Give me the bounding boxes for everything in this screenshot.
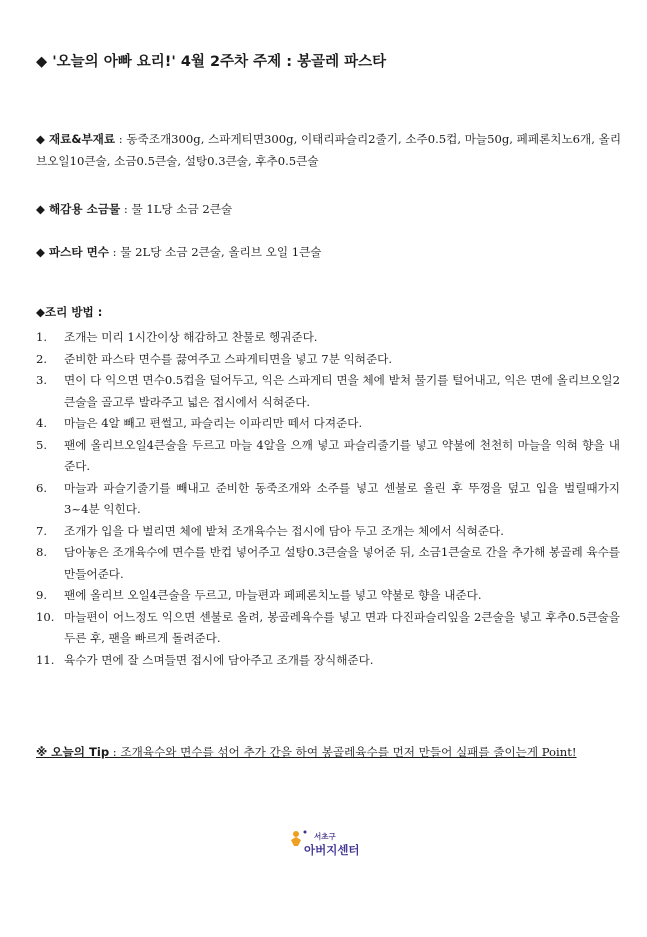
step-number: 11. bbox=[36, 652, 55, 667]
steps-heading: ◆조리 방법 : bbox=[36, 305, 103, 319]
steps-list bbox=[36, 327, 620, 671]
brine-section bbox=[36, 198, 626, 220]
center-logo bbox=[288, 828, 368, 868]
step-text: 준비한 파스타 면수를 끓여주고 스파게티면을 넣고 7분 익혀준다. bbox=[64, 351, 393, 366]
step-number: 2. bbox=[36, 351, 48, 366]
step-number: 8. bbox=[36, 545, 48, 559]
pasta-water-label: ◆ 파스타 면수 bbox=[36, 245, 109, 259]
step-text: 육수가 면에 잘 스며들면 접시에 담아주고 조개를 장식해준다. bbox=[64, 652, 374, 667]
list-item bbox=[36, 607, 620, 650]
brine-text: : 물 1L당 소금 2큰술 bbox=[120, 202, 233, 216]
ingredients-section bbox=[36, 128, 626, 172]
page-title: ◆ '오늘의 아빠 요리!' 4월 2주차 주제 : 봉골레 파스타 bbox=[36, 54, 387, 70]
step-number: 6. bbox=[36, 480, 48, 495]
step-text: 면이 다 익으면 면수0.5컵을 덜어두고, 익은 스파게티 면을 체에 밭쳐 물기를 털어내고, 익은 면에 올리브오일2큰술을 골고루 발라주고 넓은 접시에서 식혀준다. bbox=[64, 373, 620, 409]
step-text: 마늘은 4알 빼고 편썰고, 파슬리는 이파리만 떼서 다져준다. bbox=[64, 416, 363, 430]
logo-district: 서초구 bbox=[314, 832, 336, 841]
list-item bbox=[36, 327, 620, 349]
brine-label: ◆ 해감용 소금물 bbox=[36, 202, 121, 216]
list-item bbox=[36, 542, 620, 585]
pasta-water-text: : 물 2L당 소금 2큰술, 올리브 오일 1큰술 bbox=[109, 245, 322, 259]
list-item bbox=[36, 349, 620, 371]
step-number: 9. bbox=[36, 588, 48, 602]
step-text: 마늘편이 어느정도 익으면 센불로 올려, 봉골레육수를 넣고 면과 다진파슬리잎을 2큰술을 넣고 후추0.5큰술을 두른 후, 팬을 빠르게 돌려준다. bbox=[64, 609, 620, 645]
list-item bbox=[36, 585, 620, 607]
pasta-water-section bbox=[36, 241, 626, 263]
tip-label: ※ 오늘의 Tip bbox=[36, 745, 110, 759]
ingredients-text: : 동죽조개300g, 스파게티면300g, 이태리파슬리2줄기, 소주0.5컵, 마늘50g, 페페론치노6개, 올리브오일10큰술, 소금0.5큰술, 설탕0.3큰술, 후추0.5큰술 bbox=[36, 132, 622, 168]
list-item bbox=[36, 435, 620, 478]
step-number: 10. bbox=[36, 609, 55, 624]
list-item bbox=[36, 370, 620, 413]
list-item bbox=[36, 650, 620, 672]
step-text: 조개가 입을 다 벌리면 체에 밭쳐 조개육수는 접시에 담아 두고 조개는 체에서 식혀준다. bbox=[64, 523, 504, 538]
list-item bbox=[36, 521, 620, 543]
step-number: 4. bbox=[36, 416, 48, 430]
step-number: 5. bbox=[36, 437, 48, 452]
step-text: 마늘과 파슬기줄기를 빼내고 준비한 동죽조개와 소주를 넣고 센불로 올린 후 뚜껑을 덮고 입을 벌릴때가지 3~4분 익힌다. bbox=[64, 480, 620, 516]
tip-text: : 조개육수와 면수를 섞어 추가 간을 하여 봉골레육수를 먼저 만들어 실패를 줄이는게 Point! bbox=[109, 745, 577, 759]
step-text: 조개는 미리 1시간이상 해감하고 찬물로 헹궈준다. bbox=[64, 330, 318, 344]
step-text: 팬에 올리브오일4큰술을 두르고 마늘 4알을 으깨 넣고 파슬리줄기를 넣고 약불에 천천히 마늘을 익혀 향을 내준다. bbox=[64, 437, 620, 473]
logo-name: 아버지센터 bbox=[304, 843, 360, 857]
step-number: 3. bbox=[36, 373, 48, 387]
step-text: 팬에 올리브 오일4큰술을 두르고, 마늘편과 페페론치노를 넣고 약불로 향을 내준다. bbox=[64, 588, 482, 602]
list-item bbox=[36, 413, 620, 435]
list-item bbox=[36, 478, 620, 521]
tip-section bbox=[36, 741, 614, 763]
ingredients-label: ◆ 재료&부재료 bbox=[36, 132, 116, 146]
step-text: 담아놓은 조개육수에 면수를 반컵 넣어주고 설탕0.3큰술을 넣어준 뒤, 소금1큰술로 간을 추가해 봉골레 육수를 만들어준다. bbox=[64, 545, 620, 581]
step-number: 1. bbox=[36, 330, 48, 344]
step-number: 7. bbox=[36, 523, 48, 538]
